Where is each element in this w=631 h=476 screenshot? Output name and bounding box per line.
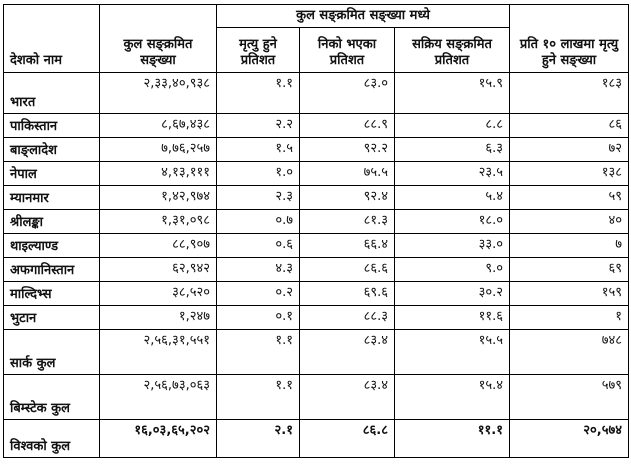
country-name: बाङ्लादेश bbox=[4, 138, 100, 162]
death-percent: ०.७ bbox=[217, 210, 300, 234]
table-row bbox=[4, 162, 629, 186]
recovered-percent: ८६.८ bbox=[300, 420, 395, 458]
country-name: नेपाल bbox=[4, 162, 100, 186]
deaths-per-million: ६९ bbox=[510, 258, 629, 282]
deaths-per-million: ७ bbox=[510, 234, 629, 258]
deaths-per-million: १८३ bbox=[510, 73, 629, 114]
death-percent: २.३ bbox=[217, 186, 300, 210]
country-name: सार्क कुल bbox=[4, 330, 100, 375]
total-infected: २,५६,३१,५५१ bbox=[100, 330, 217, 375]
header-total-infected: कुल सङ्क्रमित सङ्ख्या bbox=[100, 5, 217, 73]
country-name: थाइल्याण्ड bbox=[4, 234, 100, 258]
death-percent: १.५ bbox=[217, 138, 300, 162]
death-percent: १.१ bbox=[217, 330, 300, 375]
deaths-per-million: १३८ bbox=[510, 162, 629, 186]
recovered-percent: ८३.४ bbox=[300, 375, 395, 420]
recovered-percent: ६९.६ bbox=[300, 282, 395, 306]
recovered-percent: ८१.३ bbox=[300, 210, 395, 234]
total-infected: ४,१३,१११ bbox=[100, 162, 217, 186]
recovered-percent: ९२.४ bbox=[300, 186, 395, 210]
country-name: माल्दिभ्स bbox=[4, 282, 100, 306]
active-percent: ५.४ bbox=[395, 186, 510, 210]
covid-statistics-table bbox=[3, 4, 629, 458]
recovered-percent: ६६.४ bbox=[300, 234, 395, 258]
deaths-per-million: १५९ bbox=[510, 282, 629, 306]
header-death-percent: मृत्यु हुने प्रतिशत bbox=[217, 28, 300, 73]
total-infected: ३८,५२० bbox=[100, 282, 217, 306]
active-percent: २३.५ bbox=[395, 162, 510, 186]
death-percent: ०.२ bbox=[217, 282, 300, 306]
active-percent: १५.४ bbox=[395, 375, 510, 420]
death-percent: १.० bbox=[217, 162, 300, 186]
table-row bbox=[4, 375, 629, 420]
total-infected: १,२४७ bbox=[100, 306, 217, 330]
deaths-per-million: ५९ bbox=[510, 186, 629, 210]
deaths-per-million: ८६ bbox=[510, 114, 629, 138]
header-active-percent: सक्रिय सङ्क्रमित प्रतिशत bbox=[395, 28, 510, 73]
deaths-per-million: ७२ bbox=[510, 138, 629, 162]
death-percent: ४.३ bbox=[217, 258, 300, 282]
recovered-percent: ७५.५ bbox=[300, 162, 395, 186]
active-percent: ८.८ bbox=[395, 114, 510, 138]
header-deaths-per-million: प्रति १० लाखमा मृत्यु हुने सङ्ख्या bbox=[510, 5, 629, 73]
header-country: देशको नाम bbox=[4, 5, 100, 73]
active-percent: ११.१ bbox=[395, 420, 510, 458]
recovered-percent: ८८.९ bbox=[300, 114, 395, 138]
active-percent: १५.५ bbox=[395, 330, 510, 375]
recovered-percent: ८३.४ bbox=[300, 330, 395, 375]
deaths-per-million: ४० bbox=[510, 210, 629, 234]
recovered-percent: ८६.६ bbox=[300, 258, 395, 282]
table-row bbox=[4, 114, 629, 138]
country-name: श्रीलङ्का bbox=[4, 210, 100, 234]
active-percent: ३०.२ bbox=[395, 282, 510, 306]
death-percent: २.२ bbox=[217, 114, 300, 138]
header-group-of-infected: कुल सङ्क्रमित सङ्ख्या मध्ये bbox=[217, 5, 510, 28]
world-total-row bbox=[4, 420, 629, 458]
table-row bbox=[4, 306, 629, 330]
table-row bbox=[4, 234, 629, 258]
total-infected: १६,०३,६५,२०२ bbox=[100, 420, 217, 458]
total-infected: २,३३,४०,९३८ bbox=[100, 73, 217, 114]
country-name: पाकिस्तान bbox=[4, 114, 100, 138]
table-row bbox=[4, 138, 629, 162]
total-infected: १,३१,०९८ bbox=[100, 210, 217, 234]
total-infected: २,५६,७३,०६३ bbox=[100, 375, 217, 420]
country-name: भुटान bbox=[4, 306, 100, 330]
total-infected: ८,६७,४३८ bbox=[100, 114, 217, 138]
table-row bbox=[4, 330, 629, 375]
recovered-percent: ९२.२ bbox=[300, 138, 395, 162]
active-percent: १८.० bbox=[395, 210, 510, 234]
country-name: बिम्स्टेक कुल bbox=[4, 375, 100, 420]
active-percent: ३३.० bbox=[395, 234, 510, 258]
active-percent: ९.० bbox=[395, 258, 510, 282]
death-percent: १.१ bbox=[217, 375, 300, 420]
deaths-per-million: ५७९ bbox=[510, 375, 629, 420]
active-percent: १५.९ bbox=[395, 73, 510, 114]
total-infected: ६२,९४२ bbox=[100, 258, 217, 282]
table-row bbox=[4, 186, 629, 210]
country-name: विश्वको कुल bbox=[4, 420, 100, 458]
table-row bbox=[4, 73, 629, 114]
death-percent: २.१ bbox=[217, 420, 300, 458]
deaths-per-million: २०,५७४ bbox=[510, 420, 629, 458]
country-name: अफगानिस्तान bbox=[4, 258, 100, 282]
table-row bbox=[4, 258, 629, 282]
total-infected: ८८,९०७ bbox=[100, 234, 217, 258]
death-percent: १.१ bbox=[217, 73, 300, 114]
total-infected: १,४२,९७४ bbox=[100, 186, 217, 210]
table-row bbox=[4, 210, 629, 234]
country-name: भारत bbox=[4, 73, 100, 114]
active-percent: ६.३ bbox=[395, 138, 510, 162]
header-recovered-percent: निको भएका प्रतिशत bbox=[300, 28, 395, 73]
deaths-per-million: ७४८ bbox=[510, 330, 629, 375]
table-row bbox=[4, 282, 629, 306]
country-name: म्यानमार bbox=[4, 186, 100, 210]
death-percent: ०.६ bbox=[217, 234, 300, 258]
recovered-percent: ८८.३ bbox=[300, 306, 395, 330]
active-percent: ११.६ bbox=[395, 306, 510, 330]
deaths-per-million: १ bbox=[510, 306, 629, 330]
death-percent: ०.१ bbox=[217, 306, 300, 330]
total-infected: ७,७६,२५७ bbox=[100, 138, 217, 162]
recovered-percent: ८३.० bbox=[300, 73, 395, 114]
